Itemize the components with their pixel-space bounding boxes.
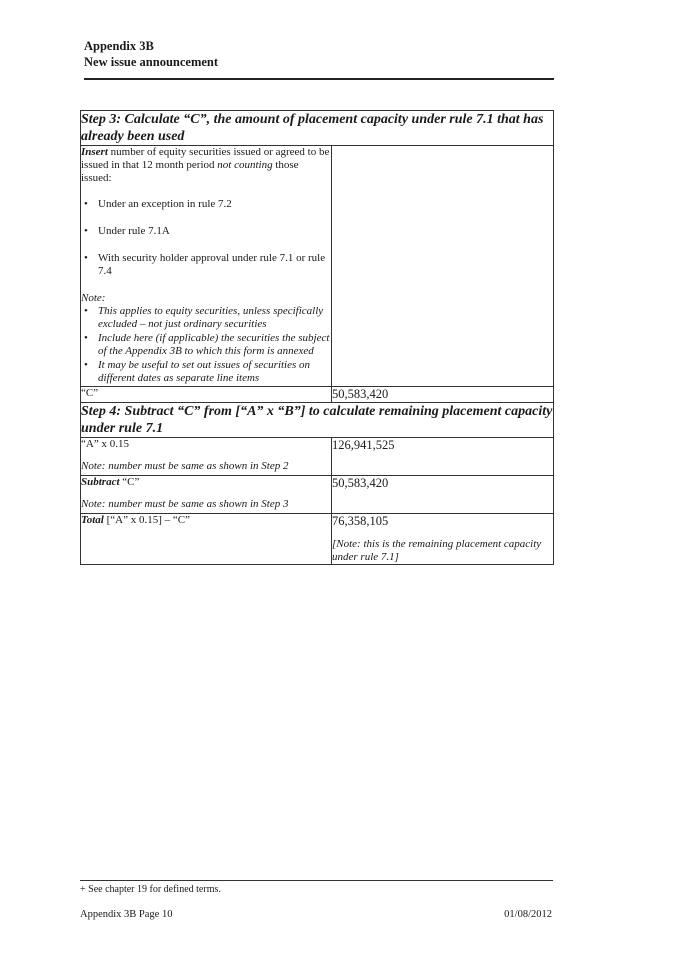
insert-text-1: number of equity securities issued or agreed to be issued in that 12 month period <box>81 146 330 171</box>
subtract-bold: Subtract <box>81 476 120 488</box>
document-subtitle: New issue announcement <box>84 55 219 69</box>
subtract-value: 50,583,420 <box>332 476 554 514</box>
list-item: • Under an exception in rule 7.2 <box>81 198 331 211</box>
a-value: 126,941,525 <box>332 438 554 476</box>
subtract-rest: “C” <box>119 476 140 488</box>
insert-instructions-cell <box>81 146 332 387</box>
list-item: • With security holder approval under rule 7.1 or rule 7.4 <box>81 252 331 278</box>
note-list <box>81 305 331 385</box>
note-item: • This applies to equity securities, unless specifically excluded – not just ordinary securities <box>81 305 331 331</box>
footnote: + See chapter 19 for defined terms. <box>80 884 221 895</box>
total-note: [Note: this is the remaining placement capacity under rule 7.1] <box>332 538 542 563</box>
total-value: 76,358,105 <box>332 514 389 528</box>
list-item: • Under rule 7.1A <box>81 225 331 238</box>
total-value-cell <box>332 514 554 565</box>
insert-bold: Insert <box>81 146 108 158</box>
insert-instruction <box>81 146 331 185</box>
note-block <box>81 292 331 385</box>
placement-capacity-table <box>80 110 554 565</box>
step4-heading: Step 4: Subtract “C” from [“A” x “B”] to calculate remaining placement capacity under rule 7.1 <box>81 404 553 436</box>
note-label: Note: <box>81 292 106 304</box>
step3-c-row <box>81 387 554 403</box>
subtract-note: Note: number must be same as shown in Step 3 <box>81 498 289 510</box>
header-divider <box>84 78 554 80</box>
c-label: “C” <box>81 387 332 403</box>
total-label <box>81 514 331 527</box>
step4-total-row <box>81 514 554 565</box>
total-label-cell <box>81 514 332 565</box>
a-label-cell <box>81 438 332 476</box>
subtract-label-cell <box>81 476 332 514</box>
footer-divider <box>80 880 553 881</box>
step4-subtract-row <box>81 476 554 514</box>
step3-heading-row <box>81 111 554 146</box>
note-item: • Include here (if applicable) the securities the subject of the Appendix 3B to which this form is annexed <box>81 332 331 358</box>
a-label: “A” x 0.15 <box>81 438 129 450</box>
insert-text-2: those issued: <box>81 159 299 184</box>
note-item: • It may be useful to set out issues of securities on different dates as separate line items <box>81 359 331 385</box>
a-note: Note: number must be same as shown in Step 2 <box>81 460 289 472</box>
document-title: Appendix 3B <box>84 39 154 53</box>
insert-italic: not counting <box>217 159 273 171</box>
page-number: Appendix 3B Page 10 <box>80 909 173 920</box>
c-value: 50,583,420 <box>332 387 554 403</box>
page-header <box>84 38 554 70</box>
document-date: 01/08/2012 <box>504 909 552 920</box>
step4-heading-row <box>81 403 554 438</box>
exception-list <box>81 198 331 278</box>
insert-value-cell <box>332 146 554 387</box>
step4-a-row <box>81 438 554 476</box>
total-bold: Total <box>81 514 104 526</box>
total-rest: [“A” x 0.15] – “C” <box>103 514 190 526</box>
subtract-label <box>81 476 331 489</box>
step3-heading: Step 3: Calculate “C”, the amount of placement capacity under rule 7.1 that has already been used <box>81 111 554 146</box>
step3-insert-row <box>81 146 554 387</box>
